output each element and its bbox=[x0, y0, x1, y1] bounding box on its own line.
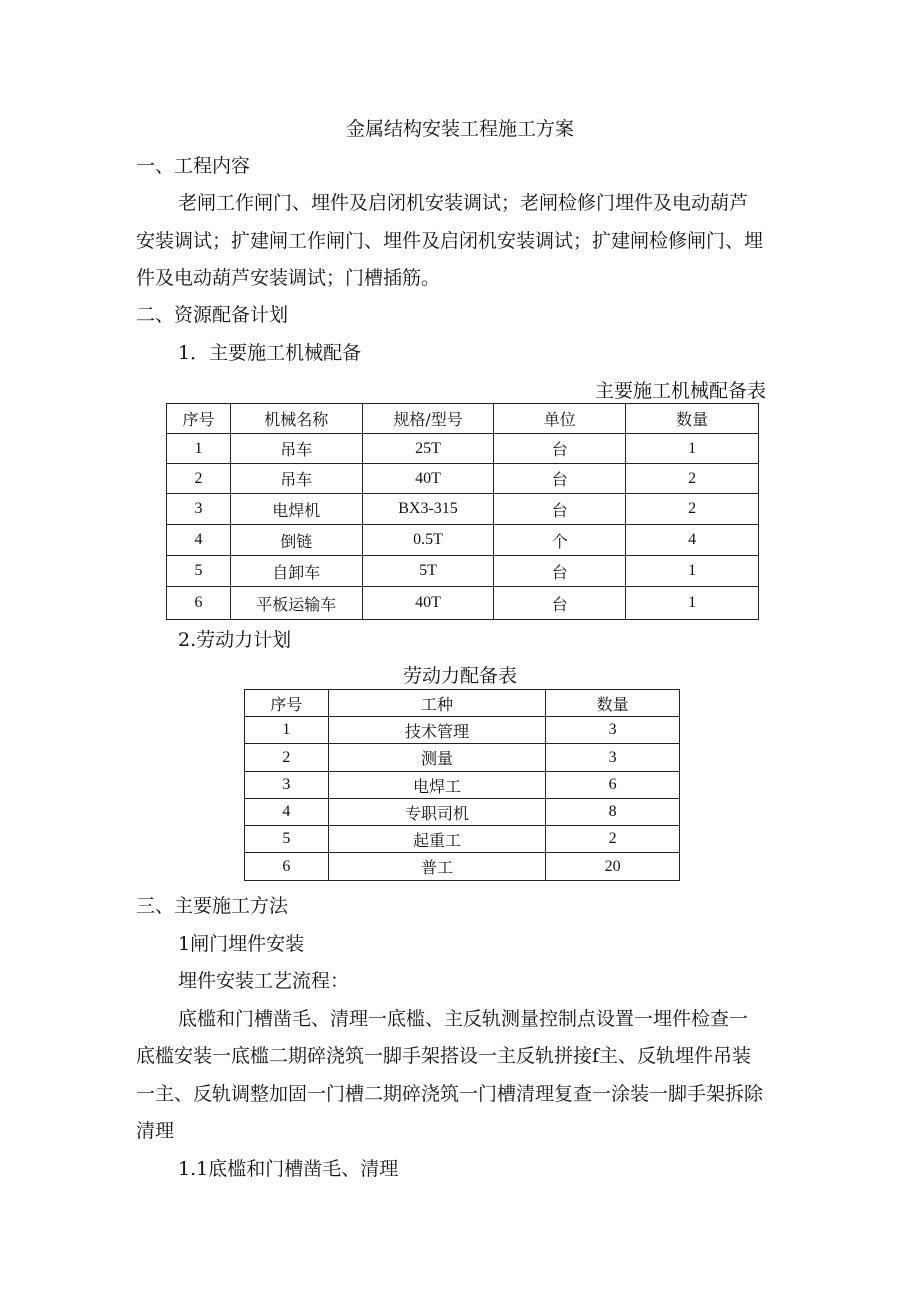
table-header-row bbox=[245, 690, 680, 717]
header-cell: 规格/型号 bbox=[362, 404, 494, 434]
cell: 平板运输车 bbox=[230, 587, 362, 620]
cell: 台 bbox=[494, 494, 626, 525]
cell: 2 bbox=[167, 464, 231, 494]
table-row bbox=[245, 744, 680, 772]
subsection-1-1-heading: 1.1底槛和门槽凿毛、清理 bbox=[178, 1158, 399, 1180]
cell: 普工 bbox=[328, 853, 545, 881]
table-row bbox=[245, 772, 680, 799]
cell: 电焊机 bbox=[230, 494, 362, 525]
labor-table-caption: 劳动力配备表 bbox=[402, 665, 517, 687]
table-row bbox=[167, 525, 759, 556]
cell: 专职司机 bbox=[328, 799, 545, 826]
cell: 20 bbox=[546, 853, 680, 881]
cell: 4 bbox=[245, 799, 329, 826]
machinery-table-caption: 主要施工机械配备表 bbox=[595, 380, 767, 402]
cell: 倒链 bbox=[230, 525, 362, 556]
cell: 6 bbox=[167, 587, 231, 620]
cell: 台 bbox=[494, 434, 626, 464]
cell: 3 bbox=[546, 717, 680, 744]
cell: 1 bbox=[626, 556, 759, 587]
cell: BX3-315 bbox=[362, 494, 494, 525]
cell: 5 bbox=[167, 556, 231, 587]
table-row bbox=[167, 556, 759, 587]
table-header-row bbox=[167, 404, 759, 434]
section-3-heading: 三、主要施工方法 bbox=[136, 895, 289, 917]
cell: 3 bbox=[245, 772, 329, 799]
process-flow-line-2: 底槛安装一底槛二期碎浇筑一脚手架搭设一主反轨拼接f主、反轨埋件吊装 bbox=[136, 1045, 752, 1067]
cell: 测量 bbox=[328, 744, 545, 772]
cell: 自卸车 bbox=[230, 556, 362, 587]
cell: 吊车 bbox=[230, 464, 362, 494]
section-1-line-3: 件及电动葫芦安装调试；门槽插筋。 bbox=[136, 267, 441, 289]
section-1-line-2: 安装调试；扩建闸工作闸门、埋件及启闭机安装调试；扩建闸检修闸门、埋 bbox=[136, 230, 764, 252]
section-1-line-1: 老闸工作闸门、埋件及启闭机安装调试；老闸检修门埋件及电动葫芦 bbox=[178, 192, 749, 214]
header-cell: 数量 bbox=[546, 690, 680, 717]
table-row bbox=[245, 826, 680, 853]
cell: 2 bbox=[546, 826, 680, 853]
cell: 8 bbox=[546, 799, 680, 826]
table-row bbox=[167, 494, 759, 525]
cell: 25T bbox=[362, 434, 494, 464]
cell: 台 bbox=[494, 556, 626, 587]
labor-subheading: 2.劳动力计划 bbox=[178, 629, 292, 651]
cell: 4 bbox=[167, 525, 231, 556]
table-row bbox=[245, 717, 680, 744]
embedded-parts-subheading: 1闸门埋件安装 bbox=[178, 933, 305, 955]
cell: 技术管理 bbox=[328, 717, 545, 744]
cell: 40T bbox=[362, 464, 494, 494]
cell: 40T bbox=[362, 587, 494, 620]
cell: 1 bbox=[245, 717, 329, 744]
table-row bbox=[167, 434, 759, 464]
process-flow-line-3: 一主、反轨调整加固一门槽二期碎浇筑一门槽清理复查一涂装一脚手架拆除 bbox=[136, 1083, 764, 1105]
machinery-subheading: 1．主要施工机械配备 bbox=[178, 342, 362, 364]
section-1-heading: 一、工程内容 bbox=[136, 155, 251, 177]
cell: 电焊工 bbox=[328, 772, 545, 799]
cell: 1 bbox=[626, 587, 759, 620]
process-flow-label: 埋件安装工艺流程： bbox=[178, 970, 350, 992]
process-flow-line-1: 底槛和门槽凿毛、清理一底槛、主反轨测量控制点设置一埋件检查一 bbox=[178, 1008, 749, 1030]
cell: 台 bbox=[494, 464, 626, 494]
table-row bbox=[167, 464, 759, 494]
header-cell: 数量 bbox=[626, 404, 759, 434]
cell: 5T bbox=[362, 556, 494, 587]
cell: 6 bbox=[546, 772, 680, 799]
table-row bbox=[245, 799, 680, 826]
cell: 5 bbox=[245, 826, 329, 853]
cell: 1 bbox=[167, 434, 231, 464]
labor-table bbox=[244, 689, 680, 881]
cell: 2 bbox=[245, 744, 329, 772]
document-title: 金属结构安装工程施工方案 bbox=[345, 118, 574, 140]
header-cell: 工种 bbox=[328, 690, 545, 717]
cell: 起重工 bbox=[328, 826, 545, 853]
cell: 2 bbox=[626, 494, 759, 525]
cell: 3 bbox=[546, 744, 680, 772]
cell: 台 bbox=[494, 587, 626, 620]
cell: 3 bbox=[167, 494, 231, 525]
table-row bbox=[167, 587, 759, 620]
machinery-table bbox=[166, 403, 759, 620]
header-cell: 单位 bbox=[494, 404, 626, 434]
section-2-heading: 二、资源配备计划 bbox=[136, 304, 289, 326]
cell: 6 bbox=[245, 853, 329, 881]
cell: 0.5T bbox=[362, 525, 494, 556]
header-cell: 序号 bbox=[167, 404, 231, 434]
cell: 4 bbox=[626, 525, 759, 556]
cell: 吊车 bbox=[230, 434, 362, 464]
table-row bbox=[245, 853, 680, 881]
cell: 2 bbox=[626, 464, 759, 494]
cell: 1 bbox=[626, 434, 759, 464]
process-flow-line-4: 清理 bbox=[136, 1120, 175, 1142]
cell: 个 bbox=[494, 525, 626, 556]
header-cell: 机械名称 bbox=[230, 404, 362, 434]
header-cell: 序号 bbox=[245, 690, 329, 717]
